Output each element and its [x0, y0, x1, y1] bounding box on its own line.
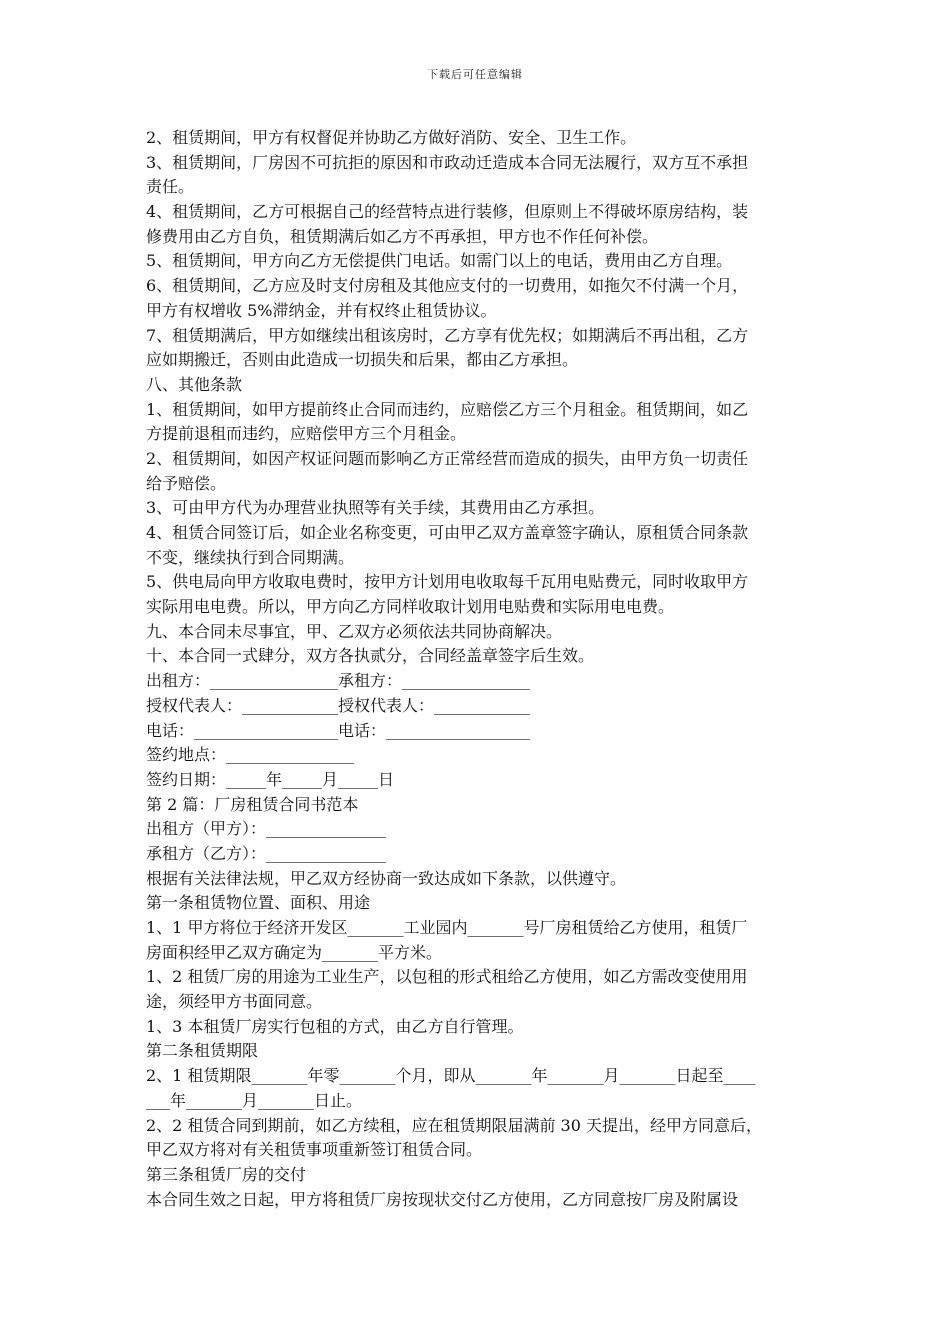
party-a-line: 出租方（甲方）：_______________	[146, 819, 387, 839]
text-line: 1、租赁期间，如甲方提前终止合同而违约，应赔偿乙方三个月租金。租赁期间，如乙	[146, 399, 749, 419]
text-line: 2、2 租赁合同到期前，如乙方续租，应在租赁期限届满前 30 天提出，经甲方同意后，	[146, 1115, 762, 1135]
text-line: 2、1 租赁期限_______年零_______个月，即从_______年_______月_______日起至____	[146, 1066, 756, 1086]
text-line: 5、租赁期间，甲方向乙方无偿提供门电话。如需门以上的电话，费用由乙方自理。	[146, 251, 733, 271]
text-line: 3、可由甲方代为办理营业执照等有关手续，其费用由乙方承担。	[146, 498, 605, 518]
document-title: 第 2 篇：厂房租赁合同书范本	[146, 794, 359, 814]
text-line: 根据有关法律法规，甲乙双方经协商一致达成如下条款，以供遵守。	[146, 868, 627, 888]
signature-line-parties: 出租方：________________承租方：________________	[146, 671, 531, 691]
text-line: 3、租赁期间，厂房因不可抗拒的原因和市政动迁造成本合同无法履行，双方互不承担	[146, 152, 749, 172]
text-line: 5、供电局向甲方收取电费时，按甲方计划用电收取每千瓦用电贴费元，同时收取甲方	[146, 572, 749, 592]
section-heading: 八、其他条款	[146, 374, 243, 394]
text-line: 4、租赁期间，乙方可根据自己的经营特点进行装修，但原则上不得破坏原房结构，装	[146, 202, 749, 222]
text-line: 甲乙双方将对有关租赁事项重新签订租赁合同。	[146, 1140, 483, 1160]
section-heading: 第三条租赁厂房的交付	[146, 1164, 307, 1184]
text-line: 2、租赁期间，如因产权证问题而影响乙方正常经营而造成的损失，由甲方负一切责任	[146, 448, 749, 468]
page-header: 下载后可任意编辑	[427, 68, 523, 81]
text-line: 本合同生效之日起，甲方将租赁厂房按现状交付乙方使用，乙方同意按厂房及附属设	[146, 1189, 739, 1209]
signature-line-date: 签约日期：_____年_____月_____日	[146, 769, 395, 789]
text-line: ___年_______月_______日止。	[146, 1090, 363, 1110]
text-line: 不变，继续执行到合同期满。	[146, 547, 355, 567]
text-line: 途，须经甲方书面同意。	[146, 992, 323, 1012]
section-heading: 第二条租赁期限	[146, 1041, 259, 1061]
text-line: 2、租赁期间，甲方有权督促并协助乙方做好消防、安全、卫生工作。	[146, 128, 637, 147]
document-body	[146, 126, 810, 1212]
signature-line-place: 签约地点：________________	[146, 745, 355, 765]
text-line: 1、1 甲方将位于经济开发区_______工业园内_______号厂房租赁给乙方使用，租赁厂	[146, 918, 748, 937]
text-line: 责任。	[146, 177, 195, 197]
signature-line-phone: 电话：__________________电话：__________________	[146, 720, 531, 740]
text-line: 甲方有权增收 5%滞纳金，并有权终止租赁协议。	[146, 300, 497, 320]
text-line: 7、租赁期满后，甲方如继续出租该房时，乙方享有优先权；如期满后不再出租，乙方	[146, 325, 749, 345]
party-b-line: 承租方（乙方）：_______________	[146, 843, 387, 863]
text-line: 方提前退租而违约，应赔偿甲方三个月租金。	[146, 424, 467, 444]
text-line: 实际用电电费。所以，甲方向乙方同样收取计划用电贴费和实际用电电费。	[146, 597, 675, 617]
signature-line-representatives: 授权代表人：____________授权代表人：____________	[146, 695, 531, 715]
text-line: 房面积经甲乙双方确定为_______平方米。	[146, 942, 443, 962]
section-heading: 第一条租赁物位置、面积、用途	[146, 893, 371, 913]
text-line: 给予赔偿。	[146, 473, 227, 493]
text-line: 6、租赁期间，乙方应及时支付房租及其他应支付的一切费用，如拖欠不付满一个月，	[146, 276, 749, 296]
text-line: 应如期搬迁，否则由此造成一切损失和后果，都由乙方承担。	[146, 350, 579, 370]
text-line: 修费用由乙方自负，租赁期满后如乙方不再承担，甲方也不作任何补偿。	[146, 226, 659, 246]
text-line: 4、租赁合同签订后，如企业名称变更，可由甲乙双方盖章签字确认，原租赁合同条款	[146, 523, 749, 542]
section-heading: 九、本合同未尽事宜，甲、乙双方必须依法共同协商解决。	[146, 621, 563, 641]
text-line: 1、2 租赁厂房的用途为工业生产，以包租的形式租给乙方使用，如乙方需改变使用用	[146, 967, 748, 987]
section-heading: 十、本合同一式肆分，双方各执贰分，合同经盖章签字后生效。	[146, 646, 595, 666]
text-line: 1、3 本租赁厂房实行包租的方式，由乙方自行管理。	[146, 1016, 524, 1036]
